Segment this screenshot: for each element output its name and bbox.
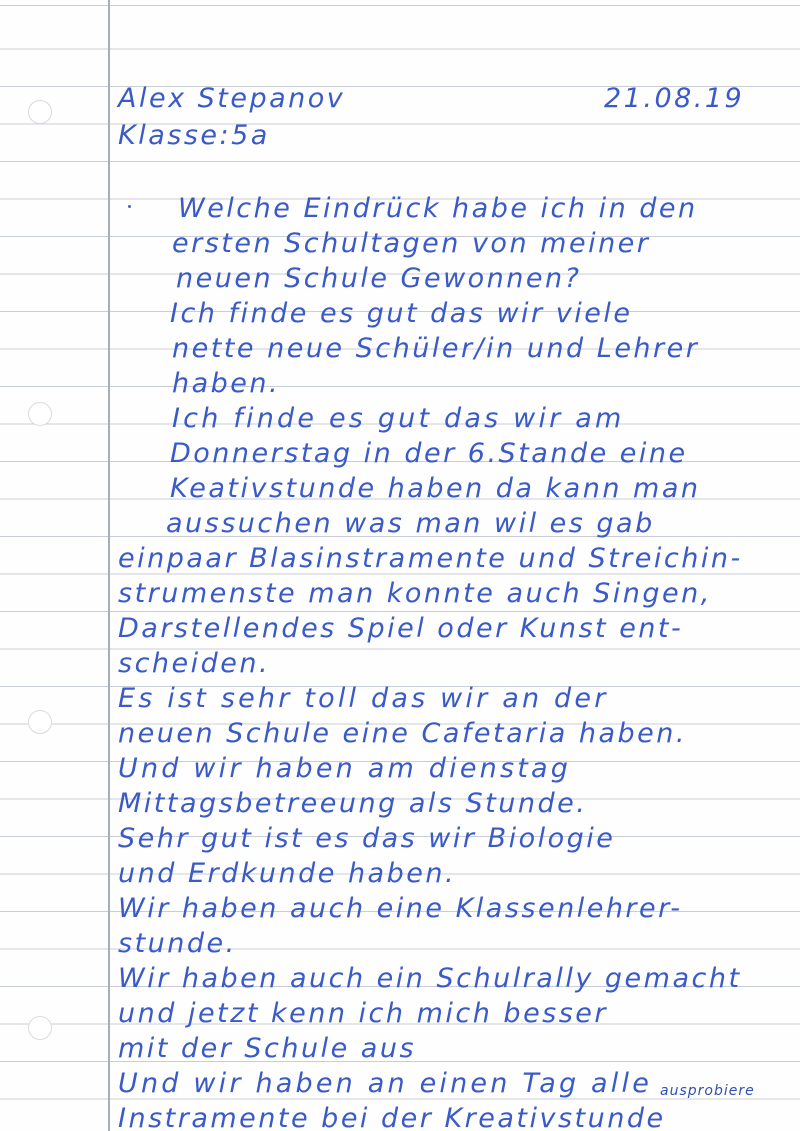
punch-hole <box>28 1016 52 1040</box>
text-line: Wir haben auch ein Schulrally gemacht <box>118 963 742 994</box>
punch-hole <box>28 100 52 124</box>
text-line: haben. <box>172 368 281 399</box>
text-line: und Erdkunde haben. <box>118 858 457 889</box>
margin-line <box>108 0 110 1131</box>
text-line: stunde. <box>118 928 237 959</box>
text-line: neuen Schule Gewonnen? <box>176 263 582 294</box>
pen-dot <box>128 205 131 208</box>
student-name: Alex Stepanov <box>118 83 346 114</box>
text-line: Ich finde es gut das wir am <box>172 403 625 434</box>
text-line: Und wir haben an einen Tag alle <box>118 1068 653 1099</box>
text-line: Ich finde es gut das wir viele <box>170 298 633 329</box>
text-line: strumenste man konnte auch Singen, <box>118 578 712 609</box>
text-line: und jetzt kenn ich mich besser <box>118 998 609 1029</box>
text-line: Welche Eindrück habe ich in den <box>178 193 698 224</box>
text-line: Es ist sehr toll das wir an der <box>118 683 609 714</box>
text-line: Donnerstag in der 6.Stande eine <box>170 438 688 469</box>
punch-hole <box>28 710 52 734</box>
text-line: Darstellendes Spiel oder Kunst ent- <box>118 613 684 644</box>
text-line: scheiden. <box>118 648 271 679</box>
date: 21.08.19 <box>604 83 745 114</box>
text-line: nette neue Schüler/in und Lehrer <box>172 333 700 364</box>
text-line: einpaar Blasinstramente und Streichin- <box>118 543 743 574</box>
text-line: aussuchen was man wil es gab <box>166 508 655 539</box>
text-line: neuen Schule eine Cafetaria haben. <box>118 718 687 749</box>
text-line: Wir haben auch eine Klassenlehrer- <box>118 893 683 924</box>
margin-note: ausprobiere <box>660 1083 755 1099</box>
text-line: ersten Schultagen von meiner <box>172 228 651 259</box>
text-line: mit der Schule aus <box>118 1033 417 1064</box>
text-line: Mittagsbetreeung als Stunde. <box>118 788 588 819</box>
class-label: Klasse:5a <box>118 120 270 151</box>
text-line: Und wir haben am dienstag <box>118 753 572 784</box>
punch-hole <box>28 402 52 426</box>
text-line: Instramente bei der Kreativstunde <box>118 1103 666 1131</box>
text-line: Sehr gut ist es das wir Biologie <box>118 823 616 854</box>
text-line: Keativstunde haben da kann man <box>170 473 701 504</box>
